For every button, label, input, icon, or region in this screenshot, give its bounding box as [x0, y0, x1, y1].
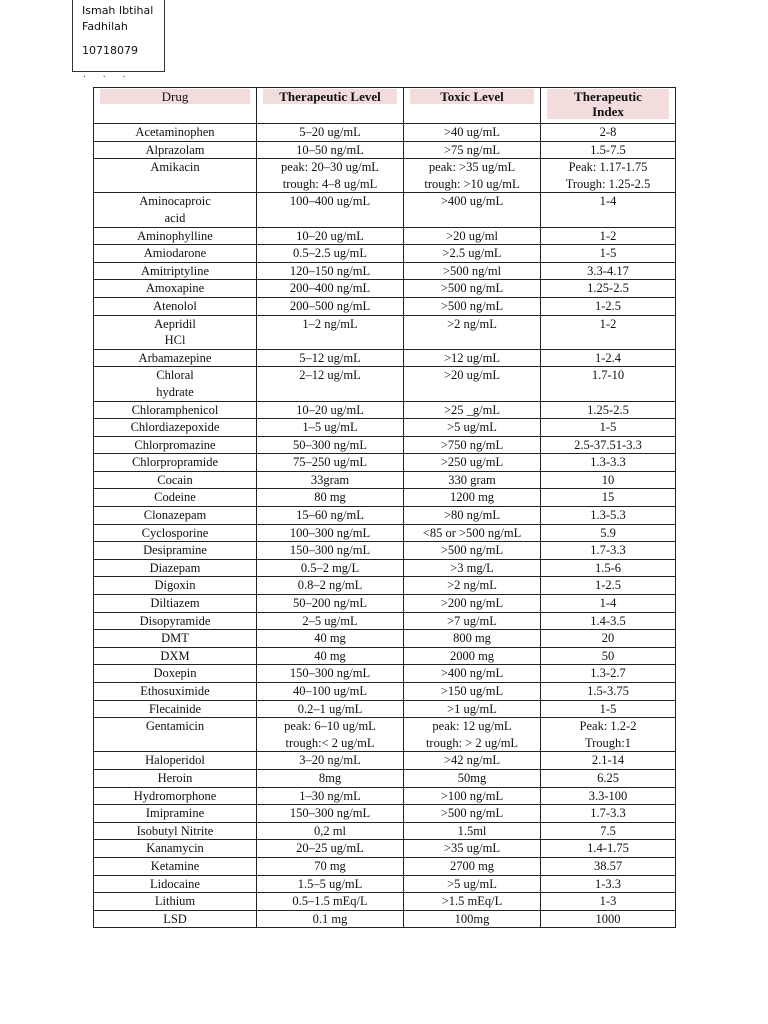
- toxic-level-cell: <85 or >500 ng/mL: [404, 524, 541, 542]
- toxic-level-cell: >500 ng/mL: [404, 297, 541, 315]
- toxic-level-cell: >400 ug/mL: [404, 193, 541, 227]
- toxic-level-cell: >1.5 mEq/L: [404, 893, 541, 911]
- therapeutic-level-cell: 100–300 ng/mL: [257, 524, 404, 542]
- therapeutic-index-cell: 38.57: [541, 857, 676, 875]
- therapeutic-index-cell: 1.3-2.7: [541, 665, 676, 683]
- therapeutic-level-cell: 80 mg: [257, 489, 404, 507]
- toxic-level-cell: >2.5 ug/mL: [404, 245, 541, 263]
- toxic-level-cell: >40 ug/mL: [404, 124, 541, 142]
- therapeutic-level-cell: peak: 6–10 ug/mL trough:< 2 ug/mL: [257, 718, 404, 752]
- table-body: [94, 124, 676, 928]
- table-row: [94, 419, 676, 437]
- therapeutic-level-cell: 0.5–1.5 mEq/L: [257, 893, 404, 911]
- therapeutic-index-cell: 3.3-100: [541, 787, 676, 805]
- toxic-level-cell: 50mg: [404, 769, 541, 787]
- header-therapeutic-index: [541, 88, 676, 124]
- table-row: [94, 612, 676, 630]
- therapeutic-level-cell: 15–60 ng/mL: [257, 507, 404, 525]
- header-drug: [94, 88, 257, 124]
- therapeutic-level-cell: 0.1 mg: [257, 910, 404, 928]
- author-name: Ismah Ibtihal Fadhilah: [82, 4, 154, 33]
- therapeutic-index-cell: 1.7-3.3: [541, 542, 676, 560]
- table-row: [94, 141, 676, 159]
- therapeutic-level-cell: 5–20 ug/mL: [257, 124, 404, 142]
- toxic-level-cell: >2 ng/mL: [404, 577, 541, 595]
- drug-cell: Heroin: [94, 769, 257, 787]
- drug-cell: Chloramphenicol: [94, 401, 257, 419]
- drug-cell: Cocain: [94, 471, 257, 489]
- drug-cell: Kanamycin: [94, 840, 257, 858]
- therapeutic-index-cell: 1-2: [541, 227, 676, 245]
- therapeutic-level-cell: 3–20 ng/mL: [257, 752, 404, 770]
- table-row: [94, 787, 676, 805]
- table-row: [94, 489, 676, 507]
- drug-cell: Digoxin: [94, 577, 257, 595]
- therapeutic-level-cell: 33gram: [257, 471, 404, 489]
- therapeutic-level-cell: 200–400 ng/mL: [257, 280, 404, 298]
- table-row: [94, 805, 676, 823]
- table-row: [94, 840, 676, 858]
- drug-cell: Isobutyl Nitrite: [94, 822, 257, 840]
- therapeutic-index-cell: Peak: 1.2-2 Trough:1: [541, 718, 676, 752]
- table-row: [94, 769, 676, 787]
- table-row: [94, 471, 676, 489]
- table-row: [94, 401, 676, 419]
- table-row: [94, 893, 676, 911]
- drug-cell: Desipramine: [94, 542, 257, 560]
- toxic-level-cell: >5 ug/mL: [404, 419, 541, 437]
- toxic-level-cell: >35 ug/mL: [404, 840, 541, 858]
- drug-cell: Amitriptyline: [94, 262, 257, 280]
- therapeutic-index-cell: 15: [541, 489, 676, 507]
- toxic-level-cell: peak: 12 ug/mL trough: > 2 ug/mL: [404, 718, 541, 752]
- therapeutic-index-cell: 50: [541, 647, 676, 665]
- toxic-level-cell: >200 ng/mL: [404, 595, 541, 613]
- header-toxic-level: [404, 88, 541, 124]
- toxic-level-cell: >750 ng/mL: [404, 436, 541, 454]
- therapeutic-level-cell: 10–20 ug/mL: [257, 227, 404, 245]
- drug-cell: Diazepam: [94, 559, 257, 577]
- therapeutic-index-cell: 1-5: [541, 419, 676, 437]
- drug-cell: Alprazolam: [94, 141, 257, 159]
- table-row: [94, 665, 676, 683]
- drug-cell: Ketamine: [94, 857, 257, 875]
- therapeutic-index-cell: 6.25: [541, 769, 676, 787]
- drug-cell: Clonazepam: [94, 507, 257, 525]
- toxic-level-cell: 100mg: [404, 910, 541, 928]
- therapeutic-index-cell: 1.5-7.5: [541, 141, 676, 159]
- drug-cell: Amiodarone: [94, 245, 257, 263]
- toxic-level-cell: 800 mg: [404, 630, 541, 648]
- drug-cell: Chlordiazepoxide: [94, 419, 257, 437]
- therapeutic-index-cell: 10: [541, 471, 676, 489]
- drug-levels-table: [93, 87, 676, 928]
- therapeutic-level-cell: 70 mg: [257, 857, 404, 875]
- toxic-level-cell: >100 ng/mL: [404, 787, 541, 805]
- toxic-level-cell: 330 gram: [404, 471, 541, 489]
- therapeutic-level-cell: 20–25 ug/mL: [257, 840, 404, 858]
- toxic-level-cell: >12 ug/mL: [404, 349, 541, 367]
- header-therapeutic-level: [257, 88, 404, 124]
- therapeutic-level-cell: 0.8–2 ng/mL: [257, 577, 404, 595]
- table-row: [94, 559, 676, 577]
- therapeutic-index-cell: 5.9: [541, 524, 676, 542]
- drug-cell: Ethosuximide: [94, 683, 257, 701]
- drug-cell: Hydromorphone: [94, 787, 257, 805]
- table-row: [94, 349, 676, 367]
- therapeutic-index-cell: 1-2.5: [541, 577, 676, 595]
- therapeutic-index-cell: 2-8: [541, 124, 676, 142]
- therapeutic-index-cell: 1-4: [541, 595, 676, 613]
- therapeutic-index-cell: 1-2.4: [541, 349, 676, 367]
- toxic-level-cell: 1200 mg: [404, 489, 541, 507]
- therapeutic-level-cell: 2–5 ug/mL: [257, 612, 404, 630]
- therapeutic-index-cell: 2.5-37.51-3.3: [541, 436, 676, 454]
- table-row: [94, 507, 676, 525]
- drug-cell: Gentamicin: [94, 718, 257, 752]
- therapeutic-level-cell: 5–12 ug/mL: [257, 349, 404, 367]
- table-row: [94, 262, 676, 280]
- therapeutic-index-cell: 1-5: [541, 245, 676, 263]
- therapeutic-level-cell: 40 mg: [257, 630, 404, 648]
- table-row: [94, 454, 676, 472]
- drug-cell: Cyclosporine: [94, 524, 257, 542]
- drug-cell: Lidocaine: [94, 875, 257, 893]
- table-row: [94, 542, 676, 560]
- toxic-level-cell: >400 ng/mL: [404, 665, 541, 683]
- therapeutic-index-cell: 1.4-1.75: [541, 840, 676, 858]
- drug-cell: Acetaminophen: [94, 124, 257, 142]
- table-row: [94, 124, 676, 142]
- therapeutic-level-cell: peak: 20–30 ug/mL trough: 4–8 ug/mL: [257, 159, 404, 193]
- drug-cell: Aepridil HCl: [94, 315, 257, 349]
- header-label: Therapeutic Index: [547, 89, 669, 119]
- toxic-level-cell: >3 mg/L: [404, 559, 541, 577]
- table-row: [94, 857, 676, 875]
- drug-cell: Amikacin: [94, 159, 257, 193]
- therapeutic-index-cell: 7.5: [541, 822, 676, 840]
- drug-cell: Codeine: [94, 489, 257, 507]
- drug-cell: Diltiazem: [94, 595, 257, 613]
- table-row: [94, 297, 676, 315]
- therapeutic-level-cell: 0,2 ml: [257, 822, 404, 840]
- toxic-level-cell: peak: >35 ug/mL trough: >10 ug/mL: [404, 159, 541, 193]
- therapeutic-index-cell: 1-3.3: [541, 875, 676, 893]
- therapeutic-level-cell: 50–200 ng/mL: [257, 595, 404, 613]
- toxic-level-cell: >20 ug/ml: [404, 227, 541, 245]
- therapeutic-level-cell: 50–300 ng/mL: [257, 436, 404, 454]
- therapeutic-level-cell: 75–250 ug/mL: [257, 454, 404, 472]
- therapeutic-level-cell: 40 mg: [257, 647, 404, 665]
- therapeutic-level-cell: 0.5–2.5 ug/mL: [257, 245, 404, 263]
- header-row: [94, 88, 676, 124]
- toxic-level-cell: 1.5ml: [404, 822, 541, 840]
- table-row: [94, 436, 676, 454]
- header-label: Drug: [100, 89, 250, 104]
- header-label: Toxic Level: [410, 89, 534, 104]
- drug-cell: LSD: [94, 910, 257, 928]
- toxic-level-cell: >25 _g/mL: [404, 401, 541, 419]
- toxic-level-cell: 2700 mg: [404, 857, 541, 875]
- therapeutic-level-cell: 10–20 ug/mL: [257, 401, 404, 419]
- toxic-level-cell: >1 ug/mL: [404, 700, 541, 718]
- toxic-level-cell: >500 ng/mL: [404, 280, 541, 298]
- table-row: [94, 910, 676, 928]
- therapeutic-level-cell: 40–100 ug/mL: [257, 683, 404, 701]
- table-row: [94, 367, 676, 401]
- toxic-level-cell: >500 ng/mL: [404, 805, 541, 823]
- therapeutic-level-cell: 1–30 ng/mL: [257, 787, 404, 805]
- student-id: 10718079: [82, 44, 138, 57]
- drug-cell: Haloperidol: [94, 752, 257, 770]
- toxic-level-cell: >80 ng/mL: [404, 507, 541, 525]
- table-row: [94, 227, 676, 245]
- drug-cell: Disopyramide: [94, 612, 257, 630]
- drug-cell: Flecainide: [94, 700, 257, 718]
- toxic-level-cell: >20 ug/mL: [404, 367, 541, 401]
- therapeutic-index-cell: 1-4: [541, 193, 676, 227]
- table-row: [94, 647, 676, 665]
- therapeutic-index-cell: Peak: 1.17-1.75 Trough: 1.25-2.5: [541, 159, 676, 193]
- table-row: [94, 595, 676, 613]
- therapeutic-level-cell: 8mg: [257, 769, 404, 787]
- drug-cell: Aminocaproic acid: [94, 193, 257, 227]
- therapeutic-level-cell: 10–50 ng/mL: [257, 141, 404, 159]
- table-row: [94, 159, 676, 193]
- therapeutic-index-cell: 1-5: [541, 700, 676, 718]
- drug-cell: Lithium: [94, 893, 257, 911]
- table-row: [94, 822, 676, 840]
- table-row: [94, 630, 676, 648]
- table-row: [94, 280, 676, 298]
- header-label: Therapeutic Level: [263, 89, 397, 104]
- drug-cell: Imipramine: [94, 805, 257, 823]
- toxic-level-cell: >500 ng/ml: [404, 262, 541, 280]
- therapeutic-index-cell: 1.3-3.3: [541, 454, 676, 472]
- dots-mark: . . .: [83, 70, 133, 80]
- therapeutic-level-cell: 1–5 ug/mL: [257, 419, 404, 437]
- table-row: [94, 245, 676, 263]
- therapeutic-level-cell: 100–400 ug/mL: [257, 193, 404, 227]
- therapeutic-index-cell: 1.5-3.75: [541, 683, 676, 701]
- drug-cell: DMT: [94, 630, 257, 648]
- therapeutic-level-cell: 150–300 ng/mL: [257, 542, 404, 560]
- table-row: [94, 315, 676, 349]
- table-row: [94, 193, 676, 227]
- toxic-level-cell: >500 ng/mL: [404, 542, 541, 560]
- therapeutic-index-cell: 1.4-3.5: [541, 612, 676, 630]
- therapeutic-index-cell: 1-2: [541, 315, 676, 349]
- toxic-level-cell: >75 ng/mL: [404, 141, 541, 159]
- drug-cell: Amoxapine: [94, 280, 257, 298]
- therapeutic-level-cell: 1.5–5 ug/mL: [257, 875, 404, 893]
- drug-cell: Atenolol: [94, 297, 257, 315]
- therapeutic-level-cell: 150–300 ng/mL: [257, 805, 404, 823]
- drug-cell: Arbamazepine: [94, 349, 257, 367]
- table-row: [94, 683, 676, 701]
- therapeutic-index-cell: 1-3: [541, 893, 676, 911]
- table-row: [94, 718, 676, 752]
- toxic-level-cell: >42 ng/mL: [404, 752, 541, 770]
- therapeutic-index-cell: 1.25-2.5: [541, 280, 676, 298]
- therapeutic-level-cell: 2–12 ug/mL: [257, 367, 404, 401]
- toxic-level-cell: >7 ug/mL: [404, 612, 541, 630]
- toxic-level-cell: 2000 mg: [404, 647, 541, 665]
- therapeutic-level-cell: 0.2–1 ug/mL: [257, 700, 404, 718]
- drug-cell: DXM: [94, 647, 257, 665]
- table-row: [94, 577, 676, 595]
- table-row: [94, 524, 676, 542]
- toxic-level-cell: >150 ug/mL: [404, 683, 541, 701]
- therapeutic-index-cell: 1000: [541, 910, 676, 928]
- therapeutic-index-cell: 1.7-10: [541, 367, 676, 401]
- therapeutic-index-cell: 3.3-4.17: [541, 262, 676, 280]
- drug-cell: Chlorpromazine: [94, 436, 257, 454]
- toxic-level-cell: >5 ug/mL: [404, 875, 541, 893]
- drug-cell: Doxepin: [94, 665, 257, 683]
- toxic-level-cell: >2 ng/mL: [404, 315, 541, 349]
- therapeutic-index-cell: 1.25-2.5: [541, 401, 676, 419]
- therapeutic-level-cell: 1–2 ng/mL: [257, 315, 404, 349]
- therapeutic-index-cell: 2.1-14: [541, 752, 676, 770]
- drug-cell: Aminophylline: [94, 227, 257, 245]
- drug-cell: Chloral hydrate: [94, 367, 257, 401]
- table-row: [94, 875, 676, 893]
- toxic-level-cell: >250 ug/mL: [404, 454, 541, 472]
- therapeutic-index-cell: 20: [541, 630, 676, 648]
- therapeutic-index-cell: 1-2.5: [541, 297, 676, 315]
- therapeutic-level-cell: 0.5–2 mg/L: [257, 559, 404, 577]
- drug-cell: Chlorpropramide: [94, 454, 257, 472]
- therapeutic-index-cell: 1.5-6: [541, 559, 676, 577]
- therapeutic-index-cell: 1.3-5.3: [541, 507, 676, 525]
- therapeutic-level-cell: 150–300 ng/mL: [257, 665, 404, 683]
- therapeutic-index-cell: 1.7-3.3: [541, 805, 676, 823]
- table-row: [94, 700, 676, 718]
- author-box: [72, 0, 165, 72]
- table-row: [94, 752, 676, 770]
- therapeutic-level-cell: 120–150 ng/mL: [257, 262, 404, 280]
- therapeutic-level-cell: 200–500 ng/mL: [257, 297, 404, 315]
